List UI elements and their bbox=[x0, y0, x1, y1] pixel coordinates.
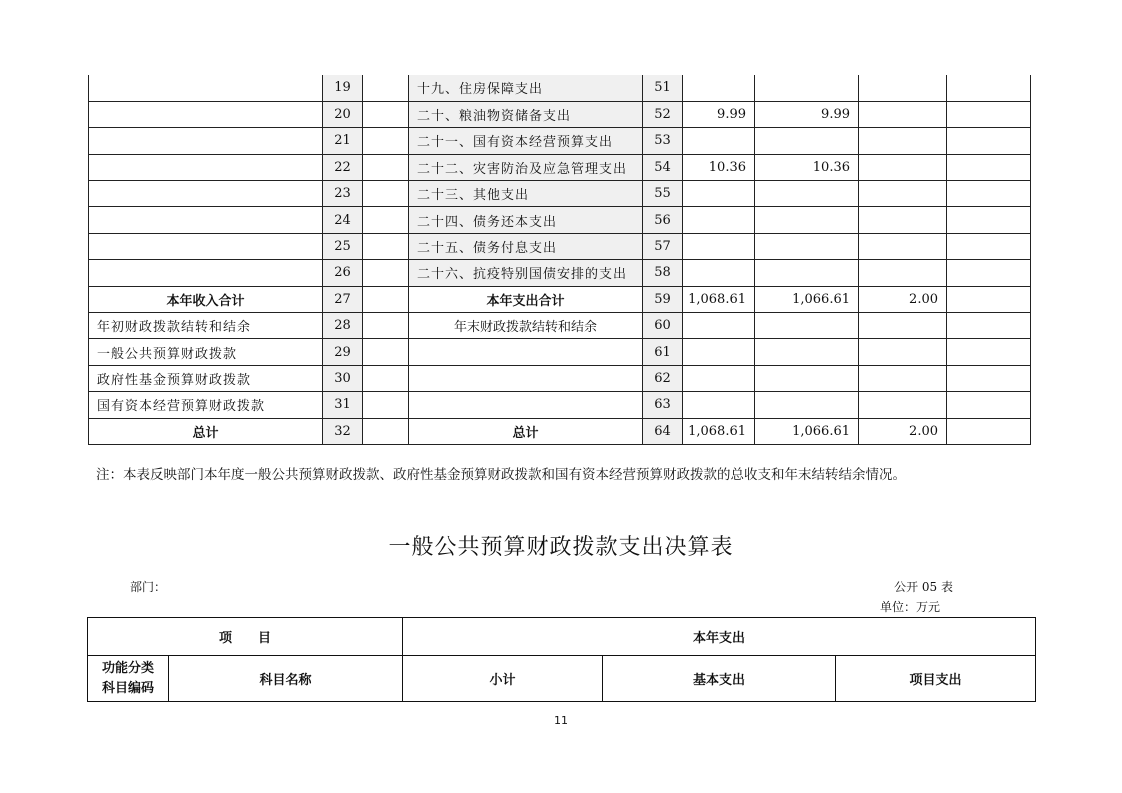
project-amount-cell bbox=[859, 313, 947, 339]
income-amount-cell bbox=[363, 313, 409, 339]
total-amount-cell bbox=[683, 392, 755, 418]
extra-amount-cell bbox=[947, 128, 1031, 154]
table-row bbox=[89, 233, 1031, 259]
income-row-number: 29 bbox=[323, 339, 363, 365]
expenditure-header-table bbox=[87, 617, 1036, 702]
expense-label-cell bbox=[409, 365, 643, 391]
table-row bbox=[89, 392, 1031, 418]
total-amount-cell bbox=[683, 128, 755, 154]
income-amount-cell bbox=[363, 418, 409, 444]
basic-amount-cell bbox=[755, 128, 859, 154]
total-amount-cell bbox=[683, 365, 755, 391]
expense-label-cell: 十九、住房保障支出 bbox=[409, 75, 643, 101]
total-amount-cell: 9.99 bbox=[683, 101, 755, 127]
income-amount-cell bbox=[363, 286, 409, 312]
extra-amount-cell bbox=[947, 154, 1031, 180]
table-row bbox=[89, 286, 1031, 312]
income-amount-cell bbox=[363, 233, 409, 259]
income-row-number: 24 bbox=[323, 207, 363, 233]
table-row bbox=[89, 101, 1031, 127]
extra-amount-cell bbox=[947, 181, 1031, 207]
total-amount-cell bbox=[683, 233, 755, 259]
extra-amount-cell bbox=[947, 75, 1031, 101]
basic-amount-cell: 10.36 bbox=[755, 154, 859, 180]
total-amount-cell bbox=[683, 260, 755, 286]
table-row bbox=[89, 154, 1031, 180]
basic-amount-cell bbox=[755, 75, 859, 101]
total-amount-cell: 10.36 bbox=[683, 154, 755, 180]
total-amount-cell bbox=[683, 75, 755, 101]
income-row-number: 28 bbox=[323, 313, 363, 339]
income-row-number: 20 bbox=[323, 101, 363, 127]
fiscal-summary-table bbox=[88, 75, 1031, 445]
basic-amount-cell bbox=[755, 365, 859, 391]
project-amount-cell bbox=[859, 339, 947, 365]
table-row bbox=[89, 260, 1031, 286]
basic-amount-cell: 1,066.61 bbox=[755, 418, 859, 444]
project-amount-cell bbox=[859, 154, 947, 180]
extra-amount-cell bbox=[947, 260, 1031, 286]
extra-amount-cell bbox=[947, 101, 1031, 127]
expense-row-number: 61 bbox=[643, 339, 683, 365]
expense-row-number: 60 bbox=[643, 313, 683, 339]
table-number: 公开 05 表 bbox=[894, 580, 953, 594]
income-amount-cell bbox=[363, 101, 409, 127]
extra-amount-cell bbox=[947, 392, 1031, 418]
expense-label-cell bbox=[409, 339, 643, 365]
basic-amount-cell bbox=[755, 392, 859, 418]
expense-label-cell: 二十、粮油物资储备支出 bbox=[409, 101, 643, 127]
basic-amount-cell bbox=[755, 233, 859, 259]
subtotal-header: 小计 bbox=[403, 656, 603, 702]
income-label-cell bbox=[89, 154, 323, 180]
expense-label-cell: 二十二、灾害防治及应急管理支出 bbox=[409, 154, 643, 180]
total-amount-cell: 1,068.61 bbox=[683, 418, 755, 444]
table-row bbox=[89, 207, 1031, 233]
income-row-number: 31 bbox=[323, 392, 363, 418]
income-row-number: 27 bbox=[323, 286, 363, 312]
basic-amount-cell bbox=[755, 207, 859, 233]
income-amount-cell bbox=[363, 339, 409, 365]
unit-label: 单位：万元 bbox=[879, 600, 940, 614]
expense-label-cell bbox=[409, 392, 643, 418]
income-label-cell bbox=[89, 128, 323, 154]
extra-amount-cell bbox=[947, 313, 1031, 339]
project-amount-cell bbox=[859, 181, 947, 207]
income-amount-cell bbox=[363, 75, 409, 101]
income-row-number: 19 bbox=[323, 75, 363, 101]
expense-row-number: 63 bbox=[643, 392, 683, 418]
expense-row-number: 57 bbox=[643, 233, 683, 259]
expense-label-cell: 二十三、其他支出 bbox=[409, 181, 643, 207]
total-amount-cell bbox=[683, 339, 755, 365]
income-amount-cell bbox=[363, 128, 409, 154]
income-amount-cell bbox=[363, 181, 409, 207]
expense-label-cell: 二十一、国有资本经营预算支出 bbox=[409, 128, 643, 154]
income-label-cell bbox=[89, 181, 323, 207]
project-amount-cell bbox=[859, 101, 947, 127]
income-amount-cell bbox=[363, 365, 409, 391]
extra-amount-cell bbox=[947, 365, 1031, 391]
expense-label-cell: 年末财政拨款结转和结余 bbox=[409, 313, 643, 339]
department-label: 部门： bbox=[130, 580, 167, 594]
table-row bbox=[89, 339, 1031, 365]
project-expenditure-header: 项目支出 bbox=[836, 656, 1036, 702]
expense-row-number: 55 bbox=[643, 181, 683, 207]
extra-amount-cell bbox=[947, 286, 1031, 312]
project-amount-cell bbox=[859, 260, 947, 286]
expense-label-cell: 二十六、抗疫特别国债安排的支出 bbox=[409, 260, 643, 286]
basic-amount-cell bbox=[755, 260, 859, 286]
total-amount-cell: 1,068.61 bbox=[683, 286, 755, 312]
expense-row-number: 59 bbox=[643, 286, 683, 312]
income-row-number: 22 bbox=[323, 154, 363, 180]
expense-row-number: 62 bbox=[643, 365, 683, 391]
item-header: 项 目 bbox=[88, 618, 403, 656]
extra-amount-cell bbox=[947, 233, 1031, 259]
income-row-number: 32 bbox=[323, 418, 363, 444]
basic-amount-cell bbox=[755, 181, 859, 207]
table-row bbox=[89, 313, 1031, 339]
project-amount-cell bbox=[859, 207, 947, 233]
income-amount-cell bbox=[363, 260, 409, 286]
year-expenditure-header: 本年支出 bbox=[403, 618, 1036, 656]
project-amount-cell bbox=[859, 75, 947, 101]
extra-amount-cell bbox=[947, 418, 1031, 444]
basic-amount-cell bbox=[755, 339, 859, 365]
table-note: 注：本表反映部门本年度一般公共预算财政拨款、政府性基金预算财政拨款和国有资本经营预算财政拨款的总收支和年末结转结余情况。 bbox=[96, 467, 906, 483]
extra-amount-cell bbox=[947, 207, 1031, 233]
income-row-number: 26 bbox=[323, 260, 363, 286]
expense-label-cell: 本年支出合计 bbox=[409, 286, 643, 312]
project-amount-cell: 2.00 bbox=[859, 286, 947, 312]
project-amount-cell bbox=[859, 365, 947, 391]
income-amount-cell bbox=[363, 392, 409, 418]
income-row-number: 30 bbox=[323, 365, 363, 391]
extra-amount-cell bbox=[947, 339, 1031, 365]
basic-amount-cell bbox=[755, 313, 859, 339]
income-label-cell bbox=[89, 101, 323, 127]
table-row bbox=[89, 365, 1031, 391]
page-number: 11 bbox=[554, 714, 568, 727]
table-row bbox=[89, 418, 1031, 444]
income-amount-cell bbox=[363, 154, 409, 180]
income-label-cell: 年初财政拨款结转和结余 bbox=[89, 313, 323, 339]
project-amount-cell bbox=[859, 128, 947, 154]
table-row bbox=[89, 75, 1031, 101]
expense-row-number: 54 bbox=[643, 154, 683, 180]
expense-row-number: 51 bbox=[643, 75, 683, 101]
expense-row-number: 58 bbox=[643, 260, 683, 286]
section-title: 一般公共预算财政拨款支出决算表 bbox=[388, 535, 734, 560]
expense-row-number: 53 bbox=[643, 128, 683, 154]
income-label-cell bbox=[89, 260, 323, 286]
expense-row-number: 56 bbox=[643, 207, 683, 233]
function-code-header: 功能分类 科目编码 bbox=[88, 656, 169, 702]
basic-expenditure-header: 基本支出 bbox=[603, 656, 836, 702]
project-amount-cell bbox=[859, 392, 947, 418]
income-label-cell bbox=[89, 75, 323, 101]
total-amount-cell bbox=[683, 181, 755, 207]
expense-label-cell: 二十四、债务还本支出 bbox=[409, 207, 643, 233]
expense-label-cell: 总计 bbox=[409, 418, 643, 444]
expense-row-number: 64 bbox=[643, 418, 683, 444]
expense-row-number: 52 bbox=[643, 101, 683, 127]
income-amount-cell bbox=[363, 207, 409, 233]
income-label-cell bbox=[89, 233, 323, 259]
income-row-number: 25 bbox=[323, 233, 363, 259]
basic-amount-cell: 1,066.61 bbox=[755, 286, 859, 312]
income-label-cell: 一般公共预算财政拨款 bbox=[89, 339, 323, 365]
income-row-number: 21 bbox=[323, 128, 363, 154]
income-label-cell: 本年收入合计 bbox=[89, 286, 323, 312]
basic-amount-cell: 9.99 bbox=[755, 101, 859, 127]
income-label-cell: 总计 bbox=[89, 418, 323, 444]
income-label-cell: 政府性基金预算财政拨款 bbox=[89, 365, 323, 391]
expense-label-cell: 二十五、债务付息支出 bbox=[409, 233, 643, 259]
table-row bbox=[89, 181, 1031, 207]
income-row-number: 23 bbox=[323, 181, 363, 207]
project-amount-cell bbox=[859, 233, 947, 259]
income-label-cell bbox=[89, 207, 323, 233]
total-amount-cell bbox=[683, 207, 755, 233]
subject-name-header: 科目名称 bbox=[169, 656, 403, 702]
project-amount-cell: 2.00 bbox=[859, 418, 947, 444]
total-amount-cell bbox=[683, 313, 755, 339]
income-label-cell: 国有资本经营预算财政拨款 bbox=[89, 392, 323, 418]
table-row bbox=[89, 128, 1031, 154]
